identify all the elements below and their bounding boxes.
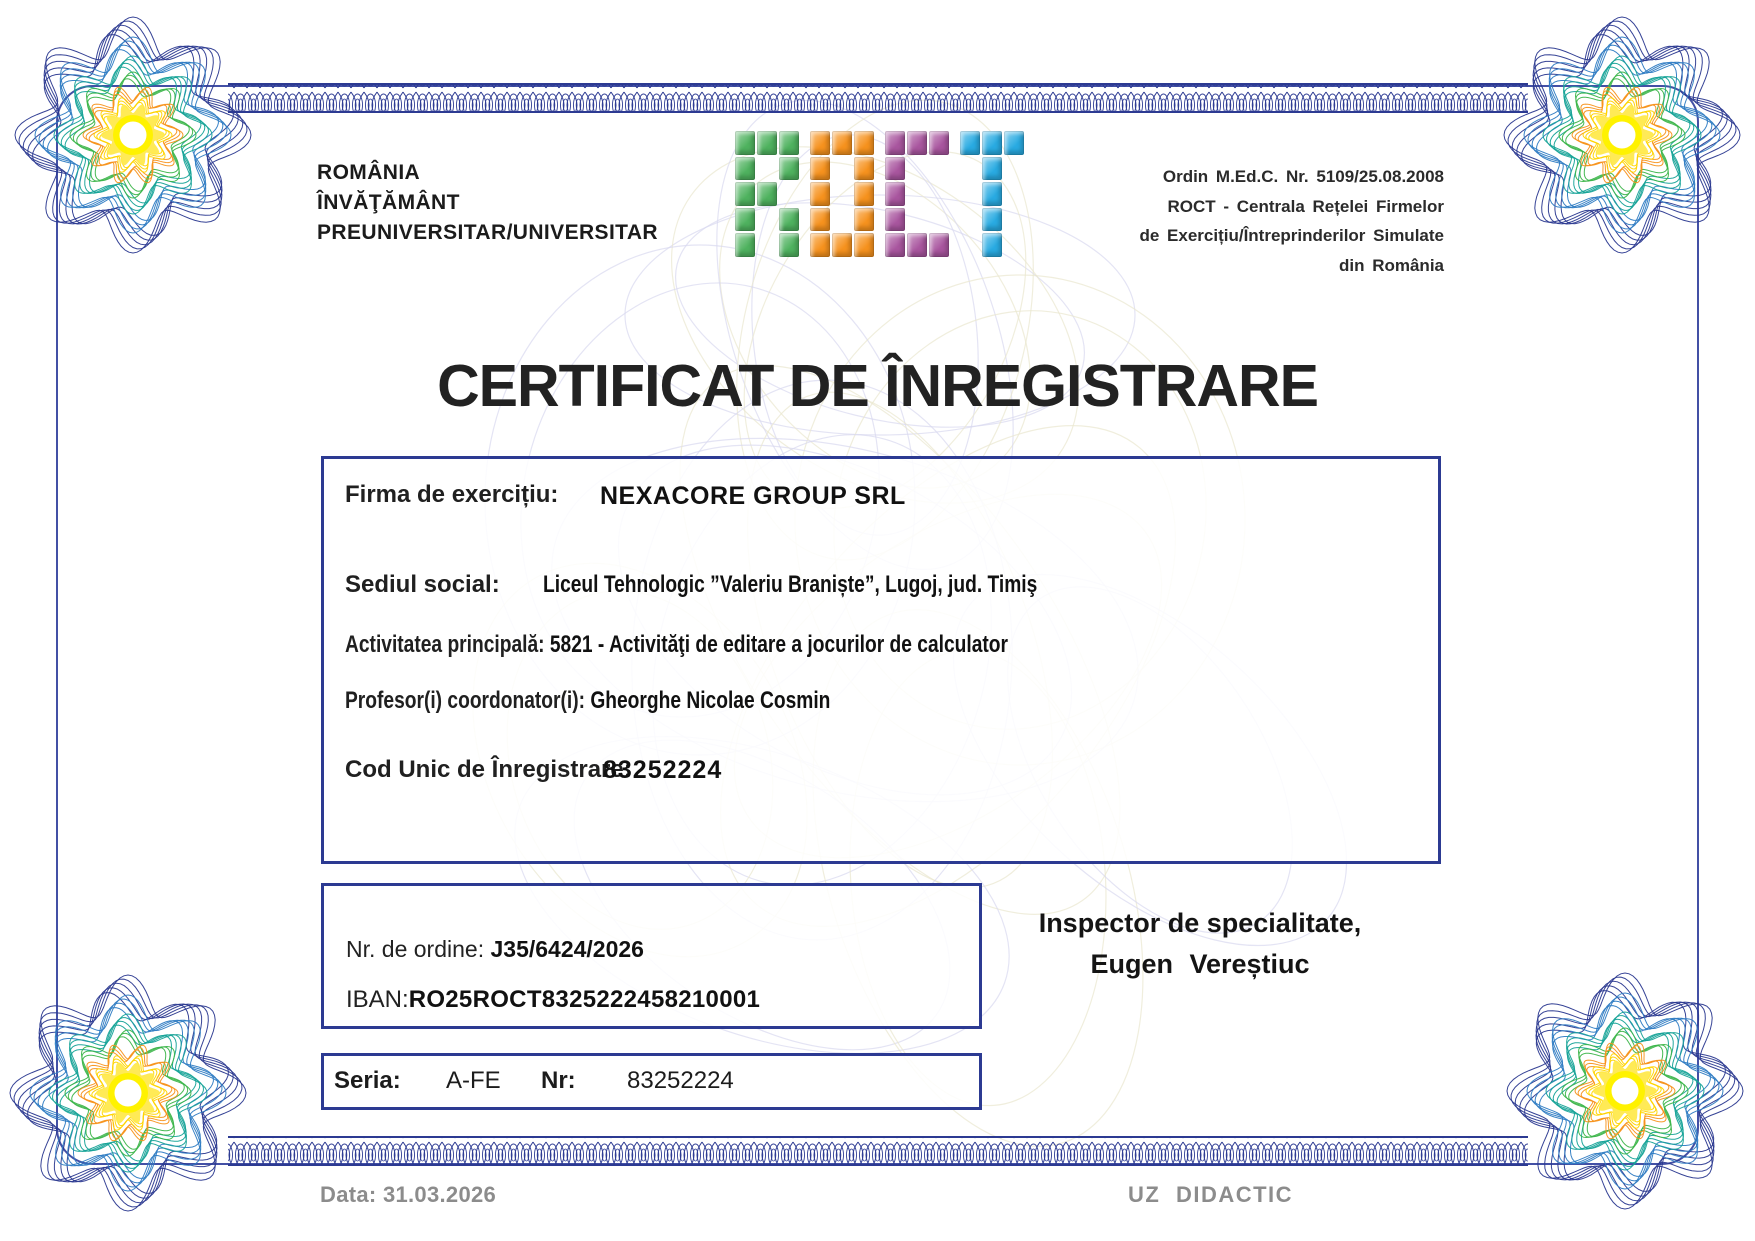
bottom-ribbon [228,1136,1528,1166]
company-info-box [321,456,1441,864]
field-sediu [345,571,1038,599]
logo-letter-O [810,131,874,257]
authority-line-order: Ordin M.Ed.C. Nr. 5109/25.08.2008 [1162,167,1444,186]
cui-value: 83252224 [603,756,723,784]
issuer-line-country: ROMÂNIA [317,161,421,184]
certificate-title: CERTIFICAT DE ÎNREGISTRARE [437,353,1318,419]
registry-box [321,883,982,1029]
logo-letter-C [885,131,949,257]
firma-label: Firma de exercițiu: [345,481,559,508]
seria-value: A-FE [446,1067,501,1094]
sediu-value: Liceul Tehnologic ”Valeriu Braniște”, Lugoj, jud. Timiş [543,571,1038,598]
logo-letter-R [735,131,799,257]
profesor-label: Profesor(i) coordonator(i): [345,687,585,714]
authority-line-network: de Exercițiu/Întreprinderilor Simulate [1139,226,1444,245]
roct-logo [735,131,1024,257]
signature-block [1005,903,1395,985]
field-nr-ordine [346,936,644,963]
date-value: 31.03.2026 [382,1182,497,1207]
seria-box [321,1053,982,1110]
date-label: Data: [320,1182,377,1207]
field-cui [345,756,723,784]
cui-label: Cod Unic de Înregistrare: [345,756,632,783]
field-iban [346,986,760,1014]
issuer-line-level: PREUNIVERSITAR/UNIVERSITAR [317,221,658,244]
nr-label: Nr: [541,1067,576,1094]
field-firma [345,481,906,510]
firma-value: NEXACORE GROUP SRL [600,482,906,510]
nr-value: 83252224 [627,1067,734,1094]
iban-value: RO25ROCT8325222458210001 [408,986,761,1013]
authority-line-roct: ROCT - Centrala Rețelei Firmelor [1167,196,1444,216]
sediu-label: Sediul social: [345,571,500,598]
didactic-use-note: UZ DIDACTIC [1128,1182,1294,1207]
logo-letter-T [960,131,1024,257]
guilloche-rosette-bottom-right [1500,966,1750,1216]
inspector-name: Eugen Vereștiuc [1090,949,1310,979]
activitate-label: Activitatea principală: [345,631,545,658]
issue-date [320,1182,496,1208]
authority-line-country: din România [1338,255,1444,275]
field-activitate [345,631,1174,659]
authority-block [1040,162,1444,280]
guilloche-rosette-top-left [8,10,258,260]
activitate-value: 5821 - Activităţi de editare a jocurilor de calculator [549,631,1008,658]
top-ribbon [228,83,1528,113]
profesor-value: Gheorghe Nicolae Cosmin [590,687,831,714]
nr-ordine-value: J35/6424/2026 [490,936,644,962]
guilloche-rosette-bottom-left [3,968,253,1218]
iban-label: IBAN: [346,986,409,1013]
issuer-block [317,158,658,248]
guilloche-rosette-top-right [1497,10,1747,260]
nr-ordine-label: Nr. de ordine: [346,936,485,962]
inspector-title: Inspector de specialitate, [1038,908,1362,938]
field-profesor [345,687,952,715]
issuer-line-education: ÎNVĂŢĂMÂNT [317,191,460,214]
seria-label: Seria: [334,1067,401,1094]
